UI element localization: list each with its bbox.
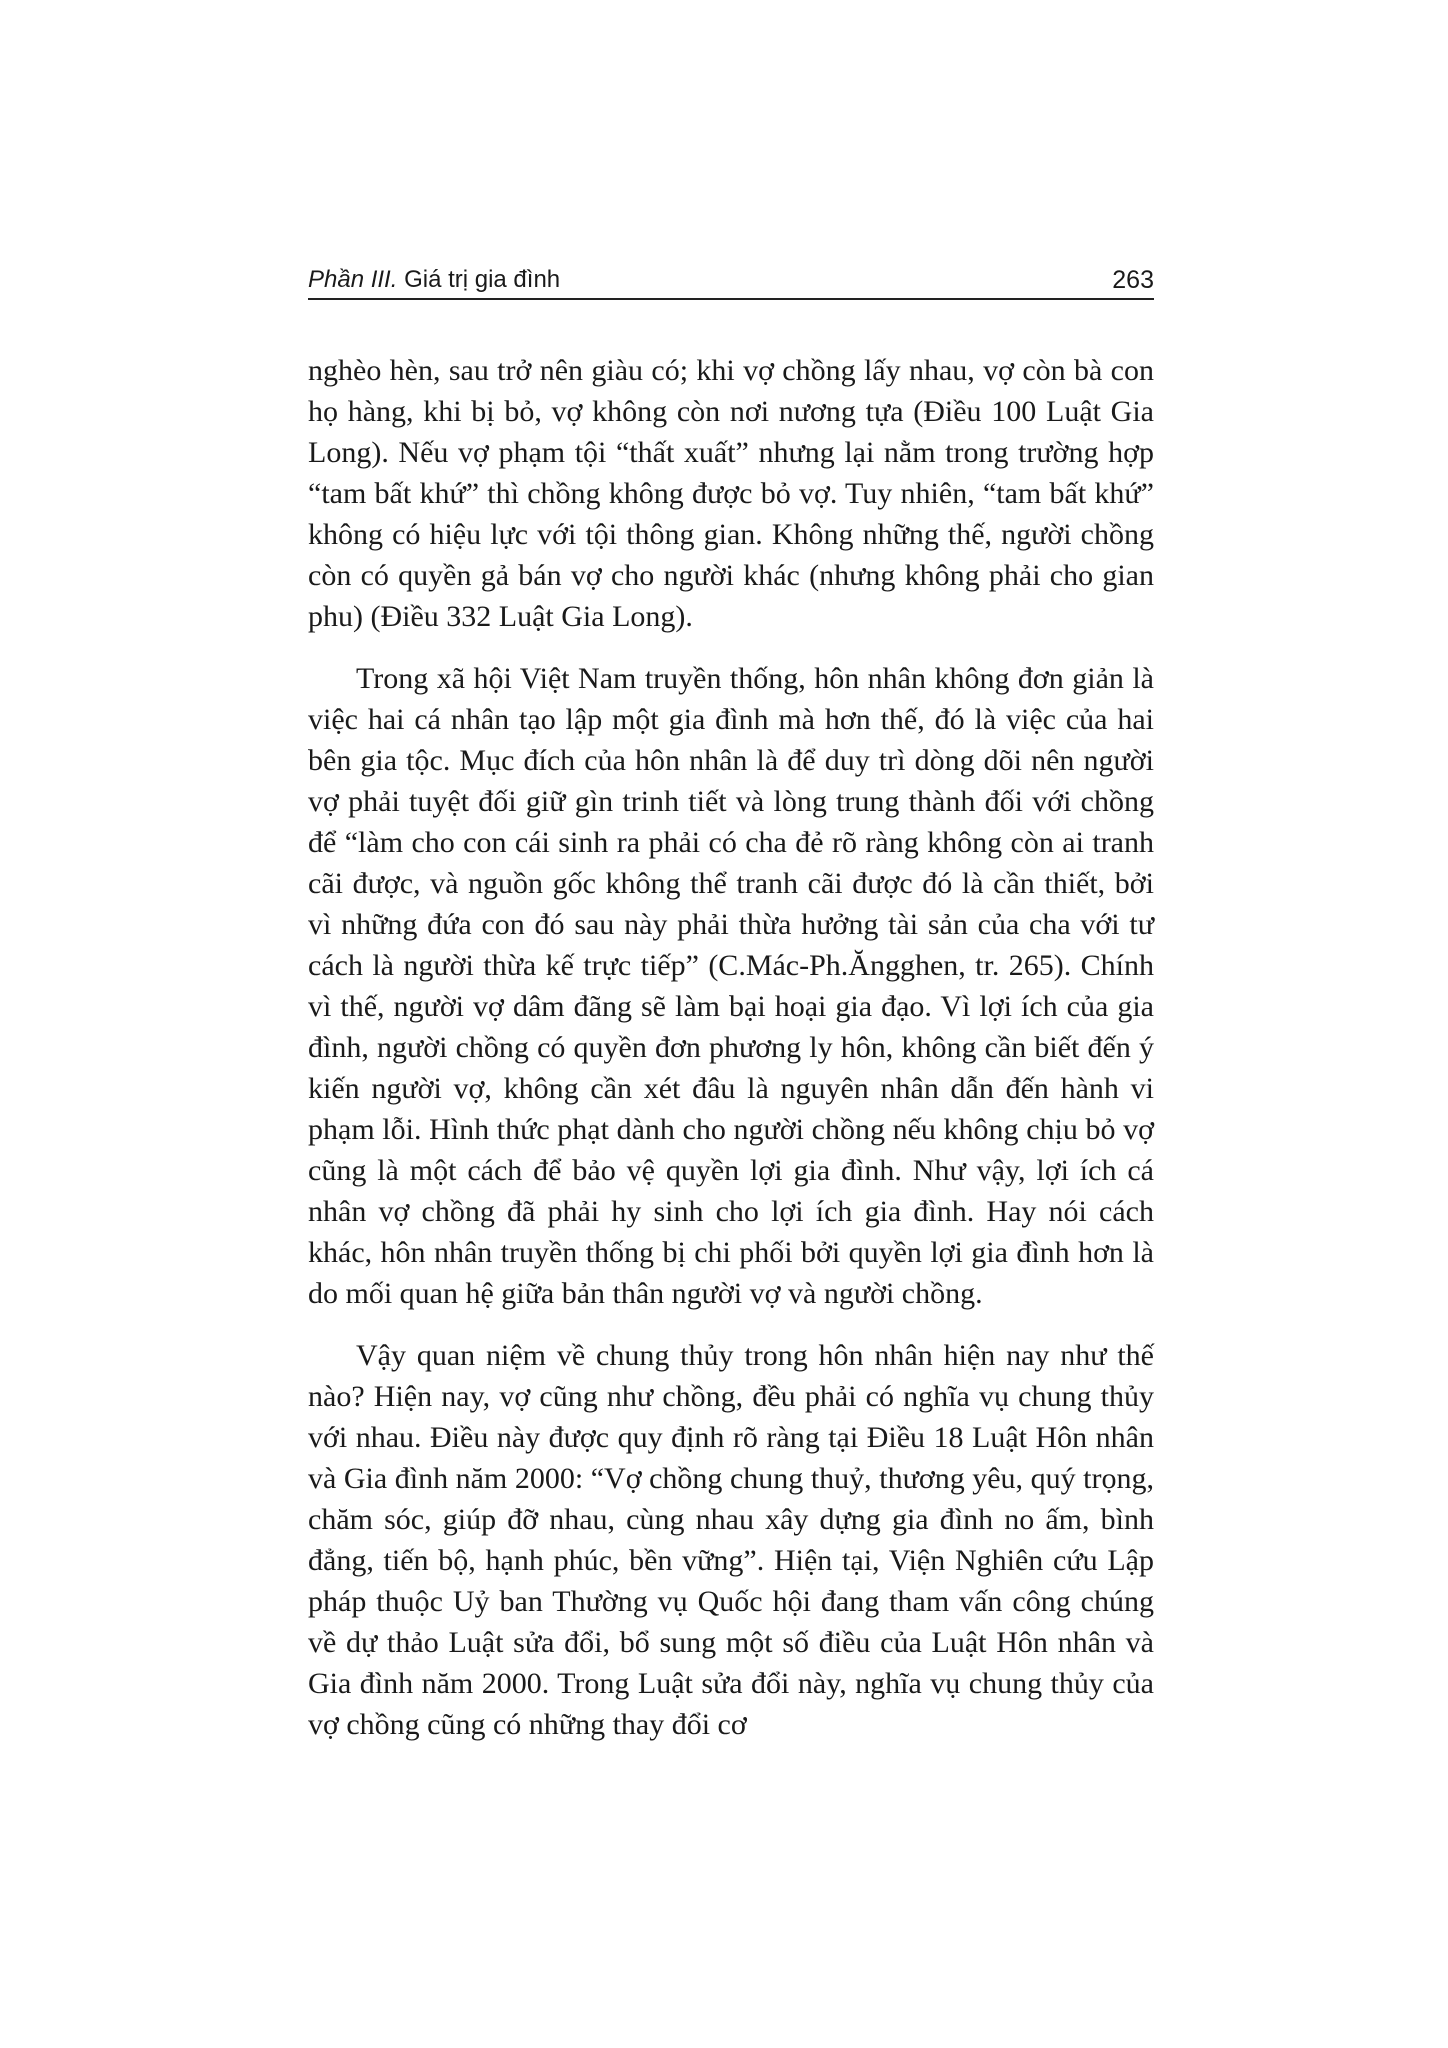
section-title: Giá trị gia đình [404,266,561,293]
paragraph-continued: nghèo hèn, sau trở nên giàu có; khi vợ chồng lấy nhau, vợ còn bà con họ hàng, khi bị bỏ, vợ không còn nơi nương tựa (Điều 100 Luật Gia Long). Nếu vợ phạm tội “thất xuất” nhưng lại nằm trong trường hợp “tam bất khứ” thì chồng không được bỏ vợ. Tuy nhiên, “tam bất khứ” không có hiệu lực với tội thông gian. Không những thế, người chồng còn có quyền gả bán vợ cho người khác (nhưng không phải cho gian phu) (Điều 332 Luật Gia Long). [308,354,1154,633]
paragraph: Vậy quan niệm về chung thủy trong hôn nhân hiện nay như thế nào? Hiện nay, vợ cũng như chồng, đều phải có nghĩa vụ chung thủy với nhau. Điều này được quy định rõ ràng tại Điều 18 Luật Hôn nhân và Gia đình năm 2000: “Vợ chồng chung thuỷ, thương yêu, quý trọng, chăm sóc, giúp đỡ nhau, cùng nhau xây dựng gia đình no ấm, bình đẳng, tiến bộ, hạnh phúc, bền vững”. Hiện tại, Viện Nghiên cứu Lập pháp thuộc Uỷ ban Thường vụ Quốc hội đang tham vấn công chúng về dự thảo Luật sửa đổi, bổ sung một số điều của Luật Hôn nhân và Gia đình năm 2000. Trong Luật sửa đổi này, nghĩa vụ chung thủy của vợ chồng cũng có những thay đổi cơ [308,1339,1154,1741]
running-header [308,262,1154,298]
part-label: Phần III. [308,266,398,293]
paragraph: Trong xã hội Việt Nam truyền thống, hôn nhân không đơn giản là việc hai cá nhân tạo lập một gia đình mà hơn thế, đó là việc của hai bên gia tộc. Mục đích của hôn nhân là để duy trì dòng dõi nên người vợ phải tuyệt đối giữ gìn trinh tiết và lòng trung thành đối với chồng để “làm cho con cái sinh ra phải có cha đẻ rõ ràng không còn ai tranh cãi được, và nguồn gốc không thể tranh cãi được đó là cần thiết, bởi vì những đứa con đó sau này phải thừa hưởng tài sản của cha với tư cách là người thừa kế trực tiếp” (C.Mác-Ph.Ăngghen, tr. 265). Chính vì thế, người vợ dâm đãng sẽ làm bại hoại gia đạo. Vì lợi ích của gia đình, người chồng có quyền đơn phương ly hôn, không cần biết đến ý kiến người vợ, không cần xét đâu là nguyên nhân dẫn đến hành vi phạm lỗi. Hình thức phạt dành cho người chồng nếu không chịu bỏ vợ cũng là một cách để bảo vệ quyền lợi gia đình. Như vậy, lợi ích cá nhân vợ chồng đã phải hy sinh cho lợi ích gia đình. Hay nói cách khác, hôn nhân truyền thống bị chi phối bởi quyền lợi gia đình hơn là do mối quan hệ giữa bản thân người vợ và người chồng. [308,662,1154,1310]
header-divider [308,298,1154,300]
section-heading [308,262,560,298]
page-number: 263 [1112,266,1154,294]
body-text [308,350,1154,1766]
